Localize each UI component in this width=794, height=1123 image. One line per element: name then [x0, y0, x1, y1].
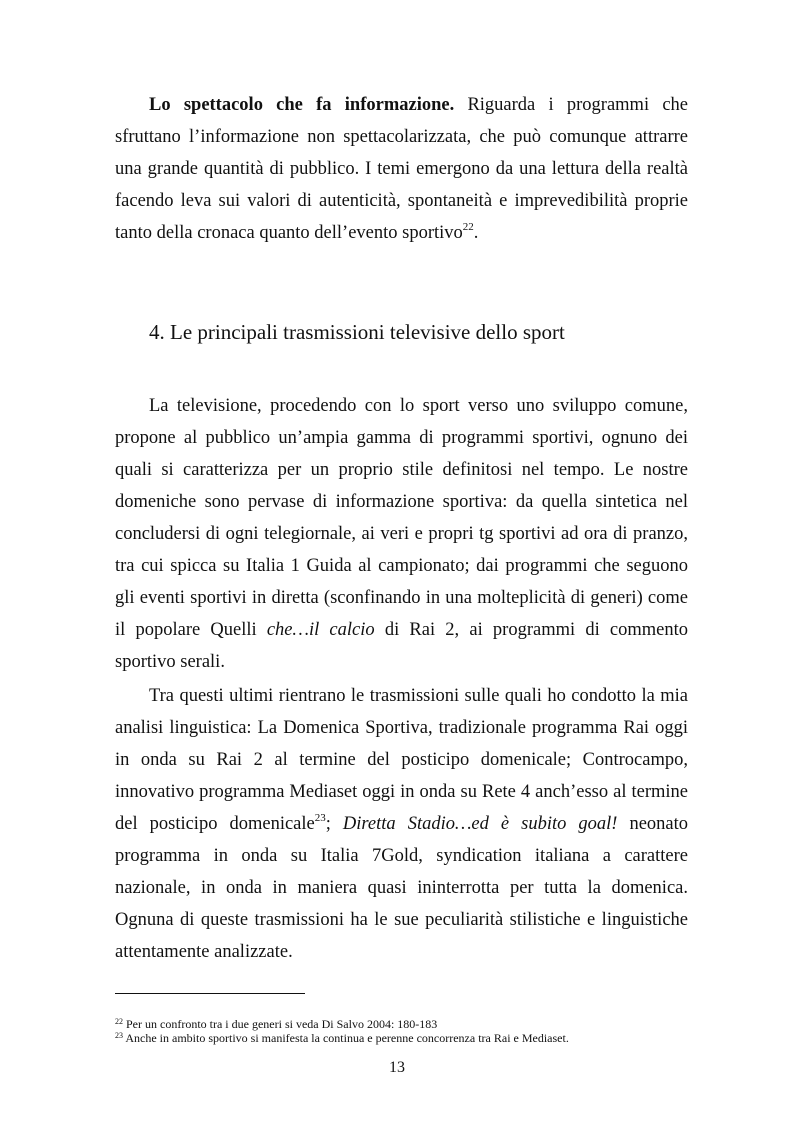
section-heading: 4. Le principali trasmissioni televisive dello sport	[149, 320, 565, 344]
text-line: sfruttano l’informazione non spettacolarizzata, che può comunque attrarre	[115, 127, 688, 147]
text-line: propone al pubblico un’ampia gamma di programmi sportivi, ognuno dei	[115, 428, 688, 448]
text-line: innovativo programma Mediaset oggi in onda su Rete 4 anch’esso al termine	[115, 782, 688, 802]
footnote: $^{22}$ Per un confronto tra i due generi si veda Di Salvo 2004: 180-183	[115, 1017, 438, 1031]
text-line: facendo leva sui valori di autenticità, spontaneità e imprevedibilità proprie	[115, 191, 688, 211]
text-line: quali si caratterizza per un proprio stile definitosi nel tempo. Le nostre	[115, 460, 688, 480]
paragraph-spettacolo-informazione	[115, 89, 688, 249]
paragraph-televisione	[115, 390, 688, 678]
text-line: domeniche sono pervase di informazione sportiva: da quella sintetica nel	[115, 492, 688, 512]
text-line: Ognuna di queste trasmissioni ha le sue peculiarità stilistiche e linguistiche	[115, 910, 688, 930]
text-line: programma in onda su Italia 7Gold, syndication italiana a carattere	[115, 846, 688, 866]
page-number: 13	[389, 1059, 405, 1076]
italic-title: che…il calcio	[266, 620, 375, 640]
paragraph-trasmissioni	[115, 680, 688, 968]
text-line: Lo spettacolo che fa informazione. Riguarda i programmi che	[149, 95, 688, 115]
text-line: in onda su Rai 2 al termine del posticipo domenicale; Controcampo,	[115, 750, 688, 770]
text-line: del posticipo domenicale$^{23}$; Diretta Stadio…ed è subito goal! neonato	[115, 812, 689, 834]
text-line: tanto della cronaca quanto dell’evento sportivo$^{22}$.	[115, 221, 479, 243]
text-line: il popolare Quelli che…il calcio di Rai 2, ai programmi di commento	[115, 620, 688, 640]
footnote-number: 23	[115, 1031, 123, 1040]
text-line: nazionale, in onda in maniera quasi ininterrotta per tutta la domenica.	[115, 878, 688, 898]
footnote: $^{23}$ Anche in ambito sportivo si manifesta la continua e perenne concorrenza tra Rai e Mediaset.	[115, 1031, 569, 1045]
footnote-ref: 23	[314, 812, 326, 824]
footnote-ref: 22	[462, 221, 474, 233]
text-line: Tra questi ultimi rientrano le trasmissioni sulle quali ho condotto la mia	[149, 686, 688, 706]
footnote-divider	[115, 993, 305, 994]
text-line: attentamente analizzate.	[115, 942, 293, 962]
text-line: tra cui spicca su Italia 1 Guida al campionato; dai programmi che seguono	[115, 556, 688, 576]
text-line: La televisione, procedendo con lo sport verso uno sviluppo comune,	[149, 396, 688, 416]
footnote-number: 22	[115, 1017, 123, 1026]
bold-term: Lo spettacolo che fa informazione.	[149, 95, 455, 115]
text-line: una grande quantità di pubblico. I temi emergono da una lettura della realtà	[115, 159, 688, 179]
text-line: concludersi di ogni telegiornale, ai veri e propri tg sportivi ad ora di pranzo,	[115, 524, 688, 544]
italic-title: Diretta Stadio…ed è subito goal!	[342, 814, 618, 834]
text-line: sportivo serali.	[115, 652, 225, 672]
text-line: analisi linguistica: La Domenica Sportiva, tradizionale programma Rai oggi	[115, 718, 688, 738]
text-line: gli eventi sportivi in diretta (sconfinando in una molteplicità di generi) come	[115, 588, 688, 608]
